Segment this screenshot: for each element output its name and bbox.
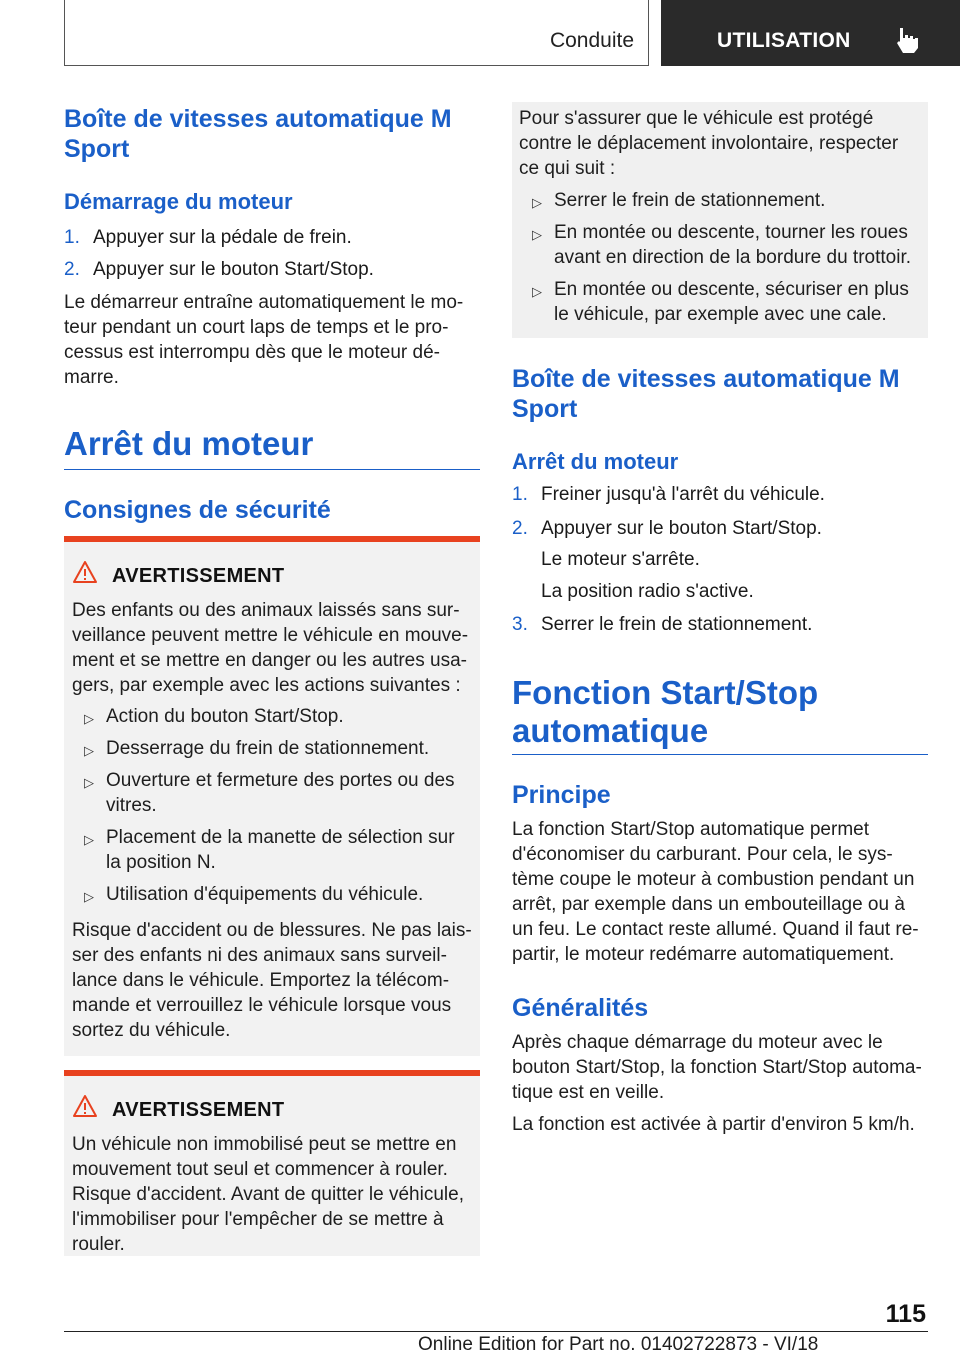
paragraph-principle: La fonction Start/Stop automatique permet d'économiser du carburant. Pour cela, le sys‐ tème coupe le moteur à combustion pendant un arrêt, par exemple dans un embouteillage ou à un feu. Le contact reste allumé. Quand il faut re‐ partir, le moteur redémarre automatiquement.: [512, 819, 919, 965]
warning-title: AVERTISSEMENT: [112, 1099, 285, 1121]
bullet-triangle-icon: ▷: [532, 195, 542, 210]
step-item: 2. Appuyer sur le bouton Start/Stop.: [512, 518, 822, 539]
header-chapter-label: UTILISATION: [717, 29, 851, 52]
chapter-heading-start-stop: Fonction Start/Stop automatique: [512, 674, 928, 755]
bullet-triangle-icon: ▷: [84, 743, 94, 758]
paragraph-starter: Le démarreur entraîne automatiquement le mo‐ teur pendant un court laps de temps et le pro‐ cessus est interrompu dès que le moteur dé‐ marre.: [64, 292, 464, 388]
bullet-triangle-icon: ▷: [84, 889, 94, 904]
header-chapter-tab: [661, 0, 960, 66]
info-box: [512, 102, 928, 338]
page-number: 115: [885, 1300, 926, 1328]
list-item: ▷ Desserrage du frein de stationnement.: [72, 736, 476, 761]
bullet-triangle-icon: ▷: [84, 775, 94, 790]
warning-action-list: [72, 704, 476, 907]
list-item: ▷ Ouverture et fermeture des portes ou des vitres.: [84, 770, 455, 816]
warning-box: [64, 1070, 480, 1256]
section-title-general: Généralités: [512, 994, 649, 1022]
bullet-triangle-icon: ▷: [84, 832, 94, 847]
bullet-triangle-icon: ▷: [84, 711, 94, 726]
list-item: ▷ Serrer le frein de stationnement.: [520, 188, 925, 213]
section-title-gearbox-start: Boîte de vitesses automatique M Sport: [64, 105, 452, 163]
header-section-tab: [64, 0, 649, 66]
paragraph-activation: La fonction est activée à partir d'environ 5 km/h.: [512, 1114, 915, 1135]
list-item: ▷ En montée ou descente, sécuriser en plus le véhicule, par exemple avec une cale.: [532, 279, 909, 325]
warning-outro: Risque d'accident ou de blessures. Ne pas lais‐ ser des enfants ni des animaux sans surveil‐ lance dans le véhicule. Emportez la télécom‐ mande et verrouillez le véhicule lorsque vous sortez du véhicule.: [72, 920, 472, 1041]
chapter-heading-engine-stop: Arrêt du moteur: [64, 425, 480, 470]
bullet-triangle-icon: ▷: [532, 227, 542, 242]
warning-triangle-icon: [72, 1094, 98, 1118]
step-item: 2. Appuyer sur le bouton Start/Stop.: [64, 259, 374, 280]
paragraph-general: Après chaque démarrage du moteur avec le bouton Start/Stop, la fonction Start/Stop automa‐ tique est en veille.: [512, 1032, 922, 1103]
footer-divider: [64, 1331, 928, 1332]
section-title-principle: Principe: [512, 781, 611, 809]
list-item: ▷ Action du bouton Start/Stop.: [72, 704, 476, 729]
pointing-hand-icon: [894, 26, 920, 54]
footer-edition: Online Edition for Part no. 01402722873 - VI/18: [418, 1334, 819, 1355]
list-item: ▷ Placement de la manette de sélection sur la position N.: [84, 827, 455, 873]
section-title-gearbox-stop: Boîte de vitesses automatique M Sport: [512, 365, 900, 423]
warning-intro: Des enfants ou des animaux laissés sans sur‐ veillance peuvent mettre le véhicule en mouve‐ ment et se mettre en danger ou les autres usa‐ gers, par exemple avec les actions suivantes :: [72, 600, 469, 696]
warning-title: AVERTISSEMENT: [112, 565, 285, 587]
info-intro: Pour s'assurer que le véhicule est protégé contre le déplacement involontaire, respecter ce qui suit :: [519, 108, 899, 179]
list-item: ▷ Utilisation d'équipements du véhicule.: [72, 882, 476, 907]
step-item: 1. Appuyer sur la pédale de frein.: [64, 227, 352, 248]
step-item: 1. Freiner jusqu'à l'arrêt du véhicule.: [512, 484, 825, 505]
info-list: [520, 188, 925, 327]
header-section-label: Conduite: [549, 29, 634, 52]
subsection-title-engine-stop: Arrêt du moteur: [512, 449, 679, 474]
warning-triangle-icon: [72, 560, 98, 584]
list-item: ▷ En montée ou descente, tourner les roues avant en direction de la bordure du trottoir.: [532, 222, 912, 268]
warning-box: [64, 536, 480, 1056]
warning-text: Un véhicule non immobilisé peut se mettre en mouvement tout seul et commencer à rouler. Risque d'accident. Avant de quitter le véhicule, l'immobiliser pour l'empêcher de se mettre à rouler.: [72, 1134, 464, 1255]
bullet-triangle-icon: ▷: [532, 284, 542, 299]
section-title-safety: Consignes de sécurité: [64, 496, 331, 524]
step-detail: Le moteur s'arrête.: [541, 549, 700, 570]
subsection-title-engine-start: Démarrage du moteur: [64, 189, 293, 214]
step-detail: La position radio s'active.: [541, 581, 754, 602]
step-item: 3. Serrer le frein de stationnement.: [512, 614, 813, 635]
